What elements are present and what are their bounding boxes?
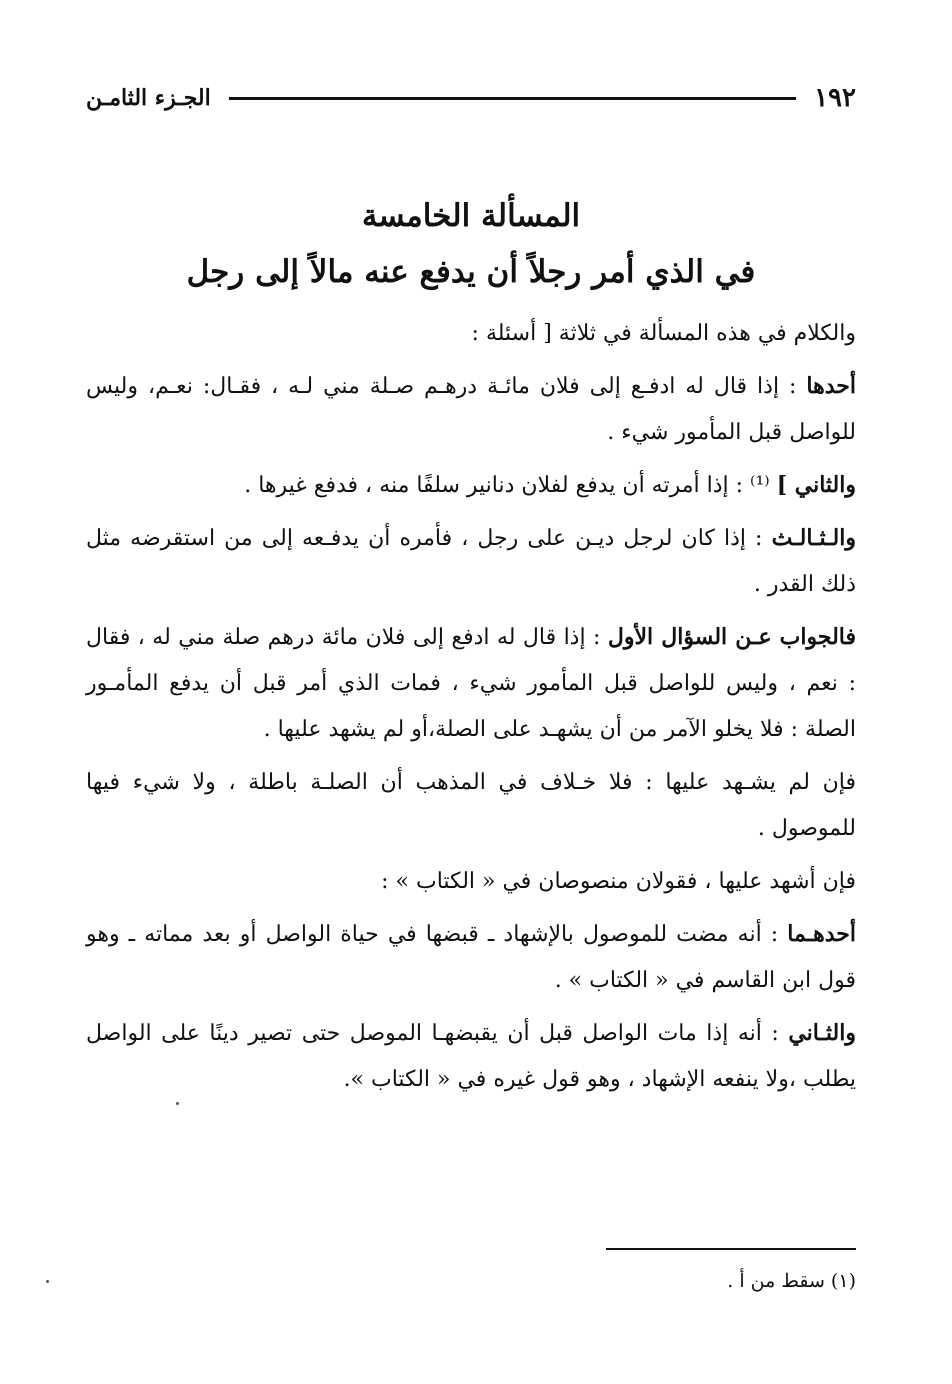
paragraph — [86, 462, 856, 509]
paragraph-text: ⁽¹⁾ : إذا أمرته أن يدفع لفلان دنانير سلفًا منه ، فدفع غيرها . — [244, 473, 777, 498]
paragraph-lead: والثـاني — [788, 1020, 856, 1046]
paragraph-lead: والـثـالـث — [771, 525, 856, 551]
paragraph-text: : إذا كان لرجل ديـن على رجل ، فأمره أن يدفـعه إلى من استقرضه مثل ذلك القدر . — [86, 526, 856, 597]
paragraph-text: فإن أشهد عليها ، فقولان منصوصان في « الكتاب » : — [381, 869, 856, 894]
section-name: الجـزء الثامـن — [86, 85, 211, 111]
paragraph — [86, 911, 856, 1004]
paragraph-text: : أنه إذا مات الواصل قبل أن يقبضهـا الموصل حتى تصير دينًا على الواصل يطلب ،ولا ينفعه الإشهاد ، وهو قول غيره في « الكتاب ». — [86, 1021, 856, 1092]
paragraph-text: فإن لم يشـهد عليها : فلا خـلاف في المذهب أن الصلـة باطلة ، ولا شيء فيها للموصول . — [86, 770, 856, 841]
page-number: ١٩٢ — [814, 83, 856, 113]
paragraph — [86, 614, 856, 753]
scan-speck — [176, 1102, 179, 1105]
paragraph-text: : أنه مضت للموصول بالإشهاد ـ قبضها في حياة الواصل أو بعد مماته ـ وهو قول ابن القاسم في « الكتاب » . — [86, 922, 856, 993]
paragraph-lead: أحدهـما — [787, 921, 856, 947]
chapter-title: المسألة الخامسة — [361, 198, 581, 234]
paragraph-lead: أحدها — [806, 373, 856, 399]
paragraph-text: والكلام في هذه المسألة في ثلاثة [ أسئلة : — [471, 321, 856, 346]
paragraph-text: : إذا قال له ادفـع إلى فلان مائـة درهـم صـلة مني لـه ، فقـال: نعـم، وليس للواصل قبل المأمور شيء . — [86, 374, 856, 445]
paragraph — [86, 515, 856, 608]
paragraph — [86, 759, 856, 852]
header-rule — [229, 97, 796, 100]
body-text — [86, 310, 856, 1109]
chapter-subtitle: في الذي أمر رجلاً أن يدفع عنه مالاً إلى رجل — [186, 254, 756, 290]
paragraph — [86, 1010, 856, 1103]
running-head — [86, 78, 856, 118]
paragraph-text: : إذا قال له ادفع إلى فلان مائة درهم صلة مني له ، فقال : نعم ، وليس للواصل قبل المأمور شيء ، فمات الذي أمر قبل أن يدفع المأمـور الصلة : فلا يخلو الآمر من أن يشهـد على الصلة،أو لم يشهد عليها . — [86, 625, 856, 742]
title-block — [86, 190, 856, 302]
footnote-rule — [606, 1248, 856, 1250]
paragraph — [86, 363, 856, 456]
paragraph — [86, 858, 856, 905]
paragraph — [86, 310, 856, 357]
footnote: (١) سقط من أ . — [727, 1270, 856, 1292]
paragraph-lead: فالجواب عـن السؤال الأول — [607, 624, 856, 650]
scan-speck — [46, 1280, 49, 1283]
paragraph-lead: والثاني ] — [776, 472, 856, 498]
